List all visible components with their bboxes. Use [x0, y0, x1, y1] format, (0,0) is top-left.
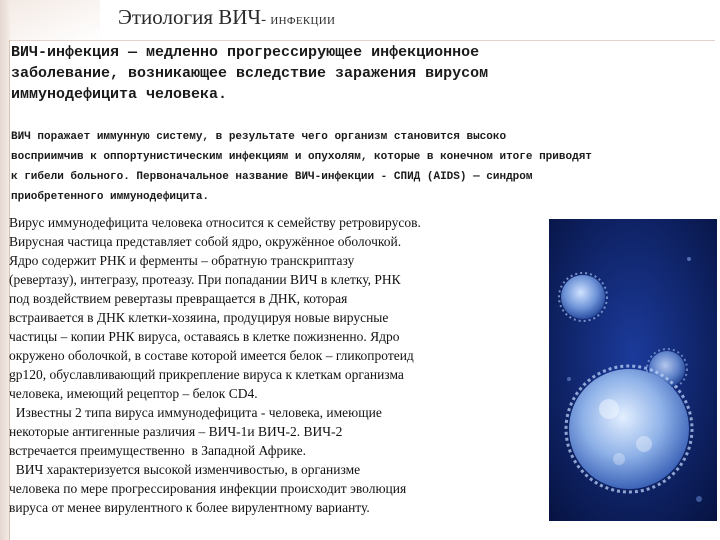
hiv-line-2: восприимчив к оппортунистическим инфекциям и опухолям, которые в конечном итоге приводят	[11, 151, 592, 163]
definition-line-2: заболевание, возникающее вследствие заражения вирусом	[11, 65, 489, 82]
definition-paragraph	[11, 42, 711, 105]
definition-line-1: — медленно прогрессирующее инфекционное	[119, 44, 480, 61]
body-line: вируса от менее вирулентного к более вирулентному варианту.	[9, 500, 370, 515]
decorative-top-line	[10, 40, 715, 41]
body-line: частицы – копии РНК вируса, оставаясь в клетке пожизненно. Ядро	[9, 329, 400, 344]
body-line: человека по мере прогрессирования инфекции происходит эволюция	[9, 481, 407, 496]
hiv-microscopy-image	[549, 219, 717, 521]
title-suffix: - инфекции	[261, 12, 336, 28]
decorative-corner	[0, 0, 100, 40]
body-line: встраивается в ДНК клетки-хозяина, продуцируя новые вирусные	[9, 310, 389, 325]
virus-particles-illustration	[549, 219, 717, 521]
hiv-line-3: к гибели больного. Первоначальное название ВИЧ-инфекции - СПИД (AIDS) — синдром	[11, 171, 533, 183]
body-line: Вирус иммунодефицита человека относится к семейству ретровирусов.	[9, 215, 421, 230]
body-line: Известны 2 типа вируса иммунодефицита - человека, имеющие	[9, 405, 382, 420]
body-line: (ревертазу), интегразу, протеазу. При попадании ВИЧ в клетку, РНК	[9, 272, 401, 287]
definition-lead: ВИЧ-инфекция	[11, 44, 120, 61]
body-line: некоторые антигенные различия – ВИЧ-1и ВИЧ-2. ВИЧ-2	[9, 424, 343, 439]
body-text	[9, 213, 554, 517]
body-line: встречается преимущественно в Западной Африке.	[9, 443, 307, 458]
body-line: человека, имеющий рецептор – белок CD4.	[9, 386, 258, 401]
body-line: gp120, обуславливающий прикрепление вируса к клеткам организма	[9, 367, 404, 382]
title-main: Этиология ВИЧ	[118, 5, 262, 29]
body-line: Ядро содержит РНК и ферменты – обратную транскриптазу	[9, 253, 355, 268]
virus-particle-large	[569, 369, 689, 489]
slide-title	[118, 3, 598, 34]
definition-line-3: иммунодефицита человека.	[11, 86, 228, 103]
hiv-paragraph	[11, 127, 716, 207]
body-line: под воздействием ревертазы превращается в ДНК, которая	[9, 291, 348, 306]
hiv-line-4: приобретенного иммунодефицита.	[11, 191, 210, 203]
virus-particle-small	[561, 275, 605, 319]
body-line: окружено оболочкой, в составе которой имеется белок – гликопротеид	[9, 348, 414, 363]
body-line: ВИЧ характеризуется высокой изменчивостью, в организме	[9, 462, 361, 477]
body-line: Вирусная частица представляет собой ядро, окружённое оболочкой.	[9, 234, 402, 249]
hiv-line-1: ВИЧ поражает иммунную систему, в результате чего организм становится высоко	[11, 131, 507, 143]
